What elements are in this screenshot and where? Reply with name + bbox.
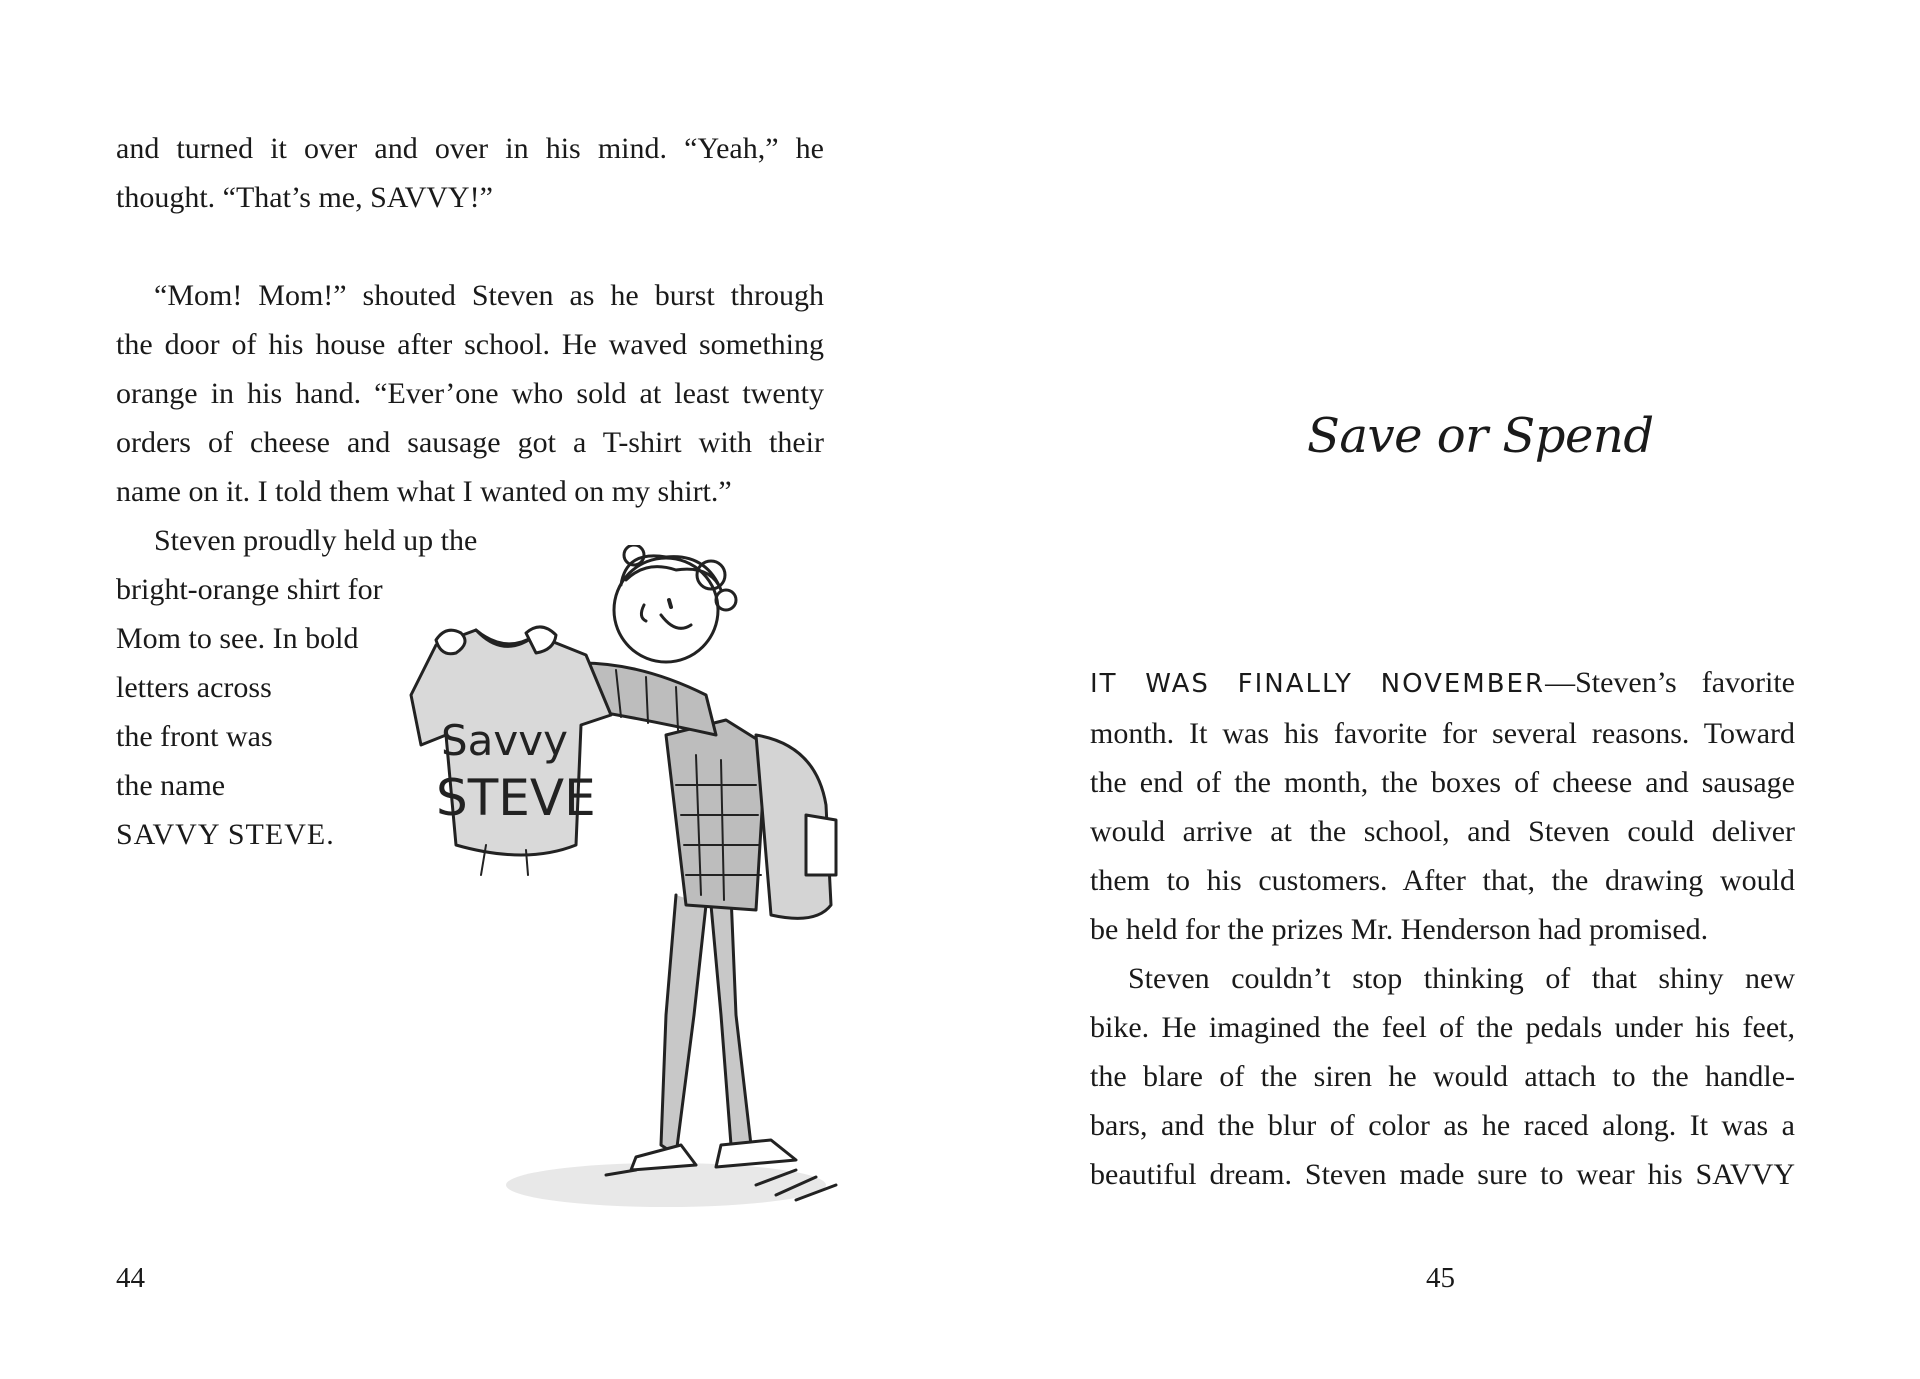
text-line: the door of his house after school. He waved something	[116, 328, 824, 361]
shirt-text-steve: STEVE	[436, 769, 596, 827]
text-line	[116, 173, 824, 222]
text-line	[1090, 658, 1795, 709]
text-line: “Mom! Mom!” shouted Steven as he burst through	[154, 279, 824, 312]
shirt-text-savvy: Savvy	[441, 716, 568, 765]
text-line: name on it. I told them what I wanted on my shirt.”	[116, 475, 732, 508]
text-line: and turned it over and over in his mind. “Yeah,” he	[116, 132, 824, 165]
text-line: orders of cheese and sausage got a T-shirt with their	[116, 426, 824, 459]
text-line: be held for the prizes Mr. Henderson had promised.	[1090, 913, 1709, 946]
text-line: the name	[116, 769, 226, 802]
text-line: SAVVY STEVE.	[116, 818, 335, 851]
text-line: them to his customers. After that, the drawing would	[1090, 864, 1795, 897]
lead-caps: IT WAS FINALLY NOVEMBER	[1090, 669, 1546, 699]
chapter-body	[1090, 658, 1795, 1199]
chapter-title: Save or Spend	[1307, 408, 1654, 464]
text-line: the end of the month, the boxes of cheese and sausage	[1090, 766, 1795, 799]
text-line: would arrive at the school, and Steven could deliver	[1090, 815, 1795, 848]
text-line: orange in his hand. “Ever’one who sold at least twenty	[116, 377, 824, 410]
page-number: 45	[1426, 1262, 1455, 1294]
text-line: the front was	[116, 720, 273, 753]
text-line-content: thought. “That’s me, SAVVY!”	[116, 181, 493, 214]
text-line: Steven proudly held up the	[154, 524, 478, 557]
boy-holding-shirt-illustration	[376, 545, 876, 1245]
text-line: Mom to see. In bold	[116, 622, 359, 655]
text-line: bike. He imagined the feel of the pedals under his feet,	[1090, 1011, 1795, 1044]
text-line: bright-orange shirt for	[116, 573, 383, 606]
text-line: Steven couldn’t stop thinking of that shiny new	[1128, 962, 1795, 995]
text-line-content: —Steven’s favorite	[1545, 666, 1795, 699]
paragraph-continuation	[116, 124, 824, 222]
text-line: bars, and the blur of color as he raced along. It was a	[1090, 1109, 1795, 1142]
text-line: the blare of the siren he would attach to the handle-	[1090, 1060, 1795, 1093]
page-number: 44	[116, 1262, 145, 1294]
text-line: month. It was his favorite for several reasons. Toward	[1090, 717, 1795, 750]
text-line: beautiful dream. Steven made sure to wear his SAVVY	[1090, 1158, 1795, 1191]
text-line: letters across	[116, 671, 272, 704]
